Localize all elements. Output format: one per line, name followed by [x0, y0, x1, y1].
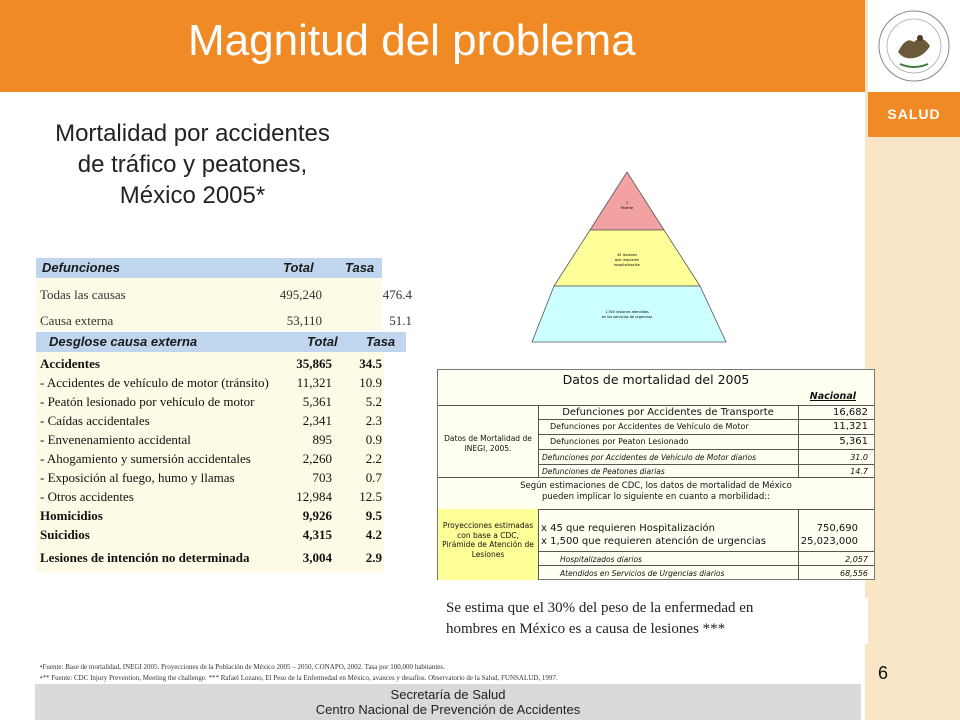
table1-header	[36, 258, 382, 278]
row-label: Causa externa	[40, 313, 114, 328]
table-row	[40, 487, 384, 506]
coat-of-arms-icon	[876, 6, 952, 86]
table-row	[40, 525, 384, 544]
cdc-estimate-text	[438, 481, 874, 503]
divider	[438, 405, 874, 406]
stats-title: Datos de mortalidad del 2005	[562, 372, 750, 387]
divider	[538, 565, 874, 566]
footer-line: Secretaría de Salud	[390, 687, 506, 702]
row-label: - Accidentes de vehículo de motor (tránsito)	[40, 375, 269, 390]
divider	[538, 464, 874, 465]
row-rate: 51.1	[389, 313, 412, 328]
table-row	[40, 354, 384, 373]
row-total: 895	[312, 432, 332, 447]
table-row	[40, 392, 384, 411]
stats-row-value: 31.0	[850, 453, 868, 462]
note-line: hombres en México es a causa de lesiones ***	[446, 621, 726, 637]
pyramid-middle-text: que requieren	[614, 258, 640, 262]
row-total: 495,240	[279, 287, 322, 302]
table2-header-total: Total	[307, 334, 338, 349]
stats-row-label: Defunciones por Peaton Lesionado	[550, 437, 689, 446]
ministry-label: SALUD	[887, 106, 941, 122]
divider	[438, 477, 874, 478]
row-total: 2,341	[302, 413, 332, 428]
stats-row-value: 2,057	[845, 555, 868, 564]
stats-row-label: x 45 que requieren Hospitalización	[541, 523, 715, 534]
table1-header-rate: Tasa	[345, 260, 375, 275]
row-rate: 2.9	[365, 550, 382, 565]
note-line: Se estima que el 30% del peso de la enfermedad en	[446, 600, 754, 616]
mortality-data-box	[437, 369, 875, 580]
row-label: - Peatón lesionado por vehículo de motor	[40, 394, 255, 409]
footer	[35, 684, 861, 720]
row-total: 53,110	[286, 313, 322, 328]
table-row	[40, 373, 384, 392]
source-note: •Fuente: Base de mortalidad, INEGI 2005. Proyecciones de la Población de México 2005 – 2050, CONAPO, 2002. Tasa por 100,000 habitantes.	[40, 663, 445, 671]
stats-row-label: Defunciones por Accidentes de Vehículo de Motor	[550, 422, 749, 431]
table-row	[40, 411, 384, 430]
row-label: - Otros accidentes	[40, 489, 134, 504]
divider	[538, 449, 874, 450]
row-total: 2,260	[302, 451, 332, 466]
table-row	[40, 430, 384, 449]
table-row	[40, 548, 384, 567]
divider	[538, 509, 539, 580]
subtitle-line: México 2005*	[119, 182, 266, 209]
stats-row-label: Hospitalizados diarios	[560, 555, 642, 564]
row-label: - Caídas accidentales	[40, 413, 150, 428]
row-rate: 2.2	[365, 451, 382, 466]
section2-label	[438, 521, 538, 559]
section2-label-line: Lesiones	[471, 549, 505, 559]
pyramid-top-text: Muerte	[620, 206, 634, 210]
row-label: - Ahogamiento y sumersión accidentales	[40, 451, 251, 466]
section2-label-line: Pirámide de Atención de	[442, 540, 534, 549]
injury-pyramid	[530, 172, 730, 344]
divider	[538, 419, 874, 420]
row-label: Suicidios	[40, 527, 90, 542]
row-total: 5,361	[302, 394, 332, 409]
stats-column-header: Nacional	[809, 391, 856, 402]
slide-subtitle	[20, 118, 365, 211]
table1-header-label: Defunciones	[42, 260, 121, 275]
section1-label	[440, 434, 536, 454]
section1-label-line: INEGI, 2005.	[464, 444, 512, 453]
row-rate: 9.5	[365, 508, 382, 523]
pyramid-bottom-text: 1,500 lesiones atendidas	[605, 310, 649, 314]
row-rate: 2.3	[365, 413, 382, 428]
divider	[538, 551, 874, 552]
row-total: 11,321	[296, 375, 332, 390]
stats-row-value: 16,682	[833, 407, 868, 418]
page-number: 6	[878, 663, 889, 683]
table2-header-label: Desglose causa externa	[49, 334, 198, 349]
stats-row-value: 14.7	[850, 467, 868, 476]
stats-row-value: 11,321	[833, 421, 868, 432]
row-total: 703	[312, 470, 332, 485]
row-rate: 10.9	[359, 375, 382, 390]
pyramid-middle-text: 45 lesiones	[617, 253, 637, 257]
row-rate: 4.2	[365, 527, 382, 542]
pyramid-bottom-tier	[532, 286, 726, 342]
table-row	[40, 449, 384, 468]
row-label: Homicidios	[40, 508, 103, 523]
row-label: - Exposición al fuego, humo y llamas	[40, 470, 235, 485]
burden-note	[440, 598, 868, 644]
title-bar	[0, 0, 865, 92]
row-label: Accidentes	[40, 356, 100, 371]
stats-row-value: 750,690	[816, 523, 858, 534]
row-rate: 0.9	[365, 432, 382, 447]
section2-label-line: con base a CDC,	[457, 530, 519, 540]
stats-row-label: Defunciones por Accidentes de Transporte	[562, 407, 774, 418]
stats-row-label: x 1,500 que requieren atención de urgencias	[541, 536, 766, 547]
row-rate: 34.5	[359, 356, 382, 371]
section2-label-line: Proyecciones estimadas	[442, 521, 534, 530]
stats-row-label: Defunciones de Peatones diarias	[542, 467, 665, 476]
divider	[538, 434, 874, 435]
divider	[798, 405, 799, 477]
seal-box	[868, 0, 960, 92]
stats-row-value: 5,361	[839, 436, 868, 447]
row-rate: 0.7	[365, 470, 382, 485]
pyramid-bottom-text: en los servicios de urgencias	[601, 315, 653, 319]
divider	[798, 509, 799, 580]
row-total: 3,004	[302, 550, 332, 565]
table2-header-rate: Tasa	[366, 334, 396, 349]
cdc-line: pueden implicar lo siguiente en cuanto a morbilidad::	[542, 492, 770, 502]
subtitle-line: Mortalidad por accidentes	[55, 120, 330, 147]
subtitle-line: de tráfico y peatones,	[77, 151, 308, 178]
row-rate: 5.2	[365, 394, 382, 409]
row-total: 12,984	[296, 489, 332, 504]
table2-header	[36, 332, 406, 352]
source-note: •** Fuente: CDC Injury Prevention, Meeting the challenge. *** Rafael Lozano, El Peso de la Enfermedad en México, avances y desafíos. Observatorio de la Salud, FUNSALUD, 1997.	[40, 674, 558, 682]
salud-band	[868, 92, 960, 137]
cdc-line: Según estimaciones de CDC, los datos de mortalidad de México	[520, 481, 792, 491]
row-label: Todas las causas	[40, 287, 126, 302]
table-row	[40, 468, 384, 487]
stats-row-label: Atendidos en Servicios de Urgencias diarios	[560, 569, 725, 578]
table-row	[40, 506, 384, 525]
row-total: 9,926	[302, 508, 332, 523]
table1-header-total: Total	[283, 260, 314, 275]
row-total: 35,865	[296, 356, 332, 371]
page-title: Magnitud del problema	[188, 16, 636, 65]
section1-label-line: Datos de Mortalidad de	[444, 434, 532, 443]
row-rate: 12.5	[359, 489, 382, 504]
row-rate: 476.4	[382, 287, 412, 302]
stats-row-value: 68,556	[840, 569, 868, 578]
footer-line: Centro Nacional de Prevención de Accidentes	[315, 702, 581, 717]
row-label: Lesiones de intención no determinada	[40, 550, 250, 565]
stats-row-label: Defunciones por Accidentes de Vehículo de Motor diarios	[542, 453, 756, 462]
row-label: - Envenenamiento accidental	[40, 432, 191, 447]
pyramid-top-text: 1	[625, 201, 629, 205]
stats-row-value: 25,023,000	[800, 536, 858, 547]
row-total: 4,315	[302, 527, 332, 542]
pyramid-middle-text: hospitalización	[613, 263, 641, 267]
